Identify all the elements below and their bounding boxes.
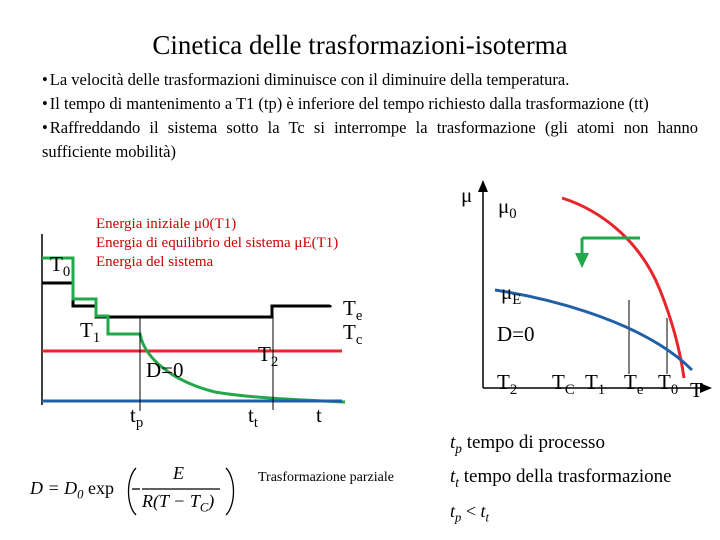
arrow-head-icon [575, 253, 589, 268]
formula-numerator: E [173, 463, 184, 483]
label-T2-left: $T_2$ [258, 342, 279, 371]
label-T1-right: $T_1$ [585, 370, 606, 399]
label-D0-right: D=0 [497, 322, 535, 346]
bullet-text: Il tempo di mantenimento a T1 (tp) è inferiore del tempo richiesto dalla trasformazione (tt) [49, 94, 649, 113]
label-T0: $T_0$ [50, 252, 71, 281]
label-Te-left: $T_e$ [343, 296, 363, 325]
label-D0-left: D=0 [146, 358, 184, 382]
label-mu: μ [461, 183, 473, 207]
label-TC-right: $T_C$ [552, 370, 575, 399]
bullet-marker: • [42, 94, 48, 113]
inequality-tp-tt: $t_p < t_t$ [450, 501, 489, 525]
slide-title: Cinetica delle trasformazioni-isoterma [152, 30, 568, 60]
bullet-text: Raffreddando il sistema sotto la Tc si interrompe la trasformazione (gli atomi non hanno sufficiente mobilità) [42, 118, 698, 161]
label-T1: $T_1$ [80, 318, 101, 347]
label-Tc-left: $T_c$ [343, 320, 363, 349]
formula-right-paren [226, 468, 234, 515]
bullet-text: La velocità delle trasformazioni diminuisce con il diminuire della temperatura. [49, 70, 570, 89]
label-muE: $\mu_E$ [501, 280, 522, 309]
definition-tt: $t_t$ tempo della trasformazione [450, 466, 672, 490]
formula-left-paren [129, 468, 137, 515]
right-y-axis-arrow-icon [478, 180, 488, 192]
caption-partial-transformation: Trasformazione parziale [258, 470, 394, 485]
label-t-axis: t [316, 403, 322, 427]
legend-initial-energy: Energia iniziale μ0(T1) [96, 216, 237, 232]
label-T-axis-right: T [690, 378, 703, 402]
mu0-curve [562, 198, 684, 378]
formula-denominator: $R(T - T_C)$ [142, 491, 215, 515]
label-tp-axis: $t_p$ [130, 403, 144, 432]
label-T0-right: $T_0$ [658, 370, 679, 399]
label-T2-right: $T_2$ [497, 370, 518, 399]
label-tt-axis: $t_t$ [248, 403, 258, 432]
legend-system-energy: Energia del sistema [96, 254, 214, 270]
legend-equilibrium-energy: Energia di equilibrio del sistema μE(T1) [96, 235, 339, 251]
formula-lhs: $D = D_0$ exp [30, 478, 114, 502]
label-mu0: $\mu_0$ [498, 194, 517, 223]
label-Te-right: $T_e$ [624, 370, 644, 399]
bullet-marker: • [42, 70, 48, 89]
bullet-marker: • [42, 118, 48, 137]
definition-tp: $t_p$ tempo di processo [450, 432, 605, 456]
